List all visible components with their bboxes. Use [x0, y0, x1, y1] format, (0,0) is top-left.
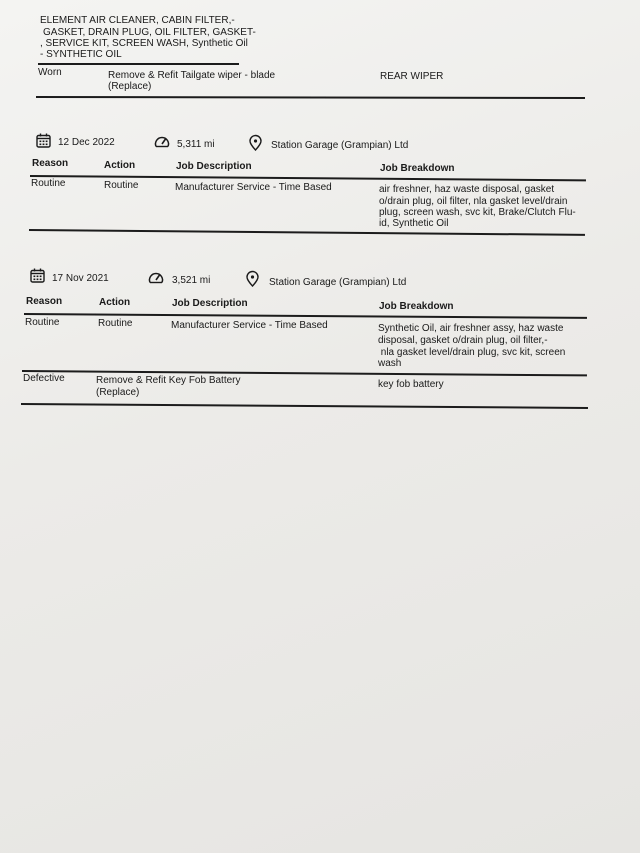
cell-breakdown-line-4: wash: [378, 358, 402, 369]
parts-line-4: - SYNTHETIC OIL: [40, 49, 122, 60]
header-job-breakdown: Job Breakdown: [380, 163, 455, 174]
garage-name: Station Garage (Grampian) Ltd: [271, 140, 409, 151]
cell-breakdown-line-4: id, Synthetic Oil: [379, 218, 449, 229]
record-end-rule: [21, 403, 588, 409]
speedometer-icon: [148, 271, 164, 284]
row-reason: Worn: [38, 67, 62, 78]
cell-action: Routine: [98, 318, 133, 329]
parts-line-2: GASKET, DRAIN PLUG, OIL FILTER, GASKET-: [43, 27, 256, 38]
cell-reason: Defective: [23, 373, 65, 384]
cell-action-line-2: (Replace): [96, 387, 140, 398]
cell-action-line-1: Remove & Refit Key Fob Battery: [96, 375, 241, 386]
cell-breakdown-line-3: plug, screen wash, svc kit, Brake/Clutch Flu-: [379, 207, 576, 218]
location-pin-icon: [249, 135, 262, 151]
service-date: 12 Dec 2022: [58, 137, 115, 148]
cell-breakdown-line-1: Synthetic Oil, air freshner assy, haz waste: [378, 323, 564, 334]
cell-breakdown-line-1: air freshner, haz waste disposal, gasket: [379, 184, 555, 195]
header-job-breakdown: Job Breakdown: [379, 301, 454, 312]
parts-line-3: , SERVICE KIT, SCREEN WASH, Synthetic Oil: [40, 38, 248, 49]
record-end-rule: [29, 229, 585, 235]
cell-breakdown: key fob battery: [378, 379, 444, 390]
cell-breakdown-line-3: nla gasket level/drain plug, svc kit, screen: [378, 347, 566, 358]
divider-parts: [38, 63, 239, 65]
service-date: 17 Nov 2021: [52, 273, 109, 284]
cell-action: Routine: [104, 180, 139, 191]
location-pin-icon: [246, 271, 259, 287]
parts-line-1: ELEMENT AIR CLEANER, CABIN FILTER,-: [40, 15, 235, 26]
mileage: 3,521 mi: [172, 275, 211, 286]
header-job-description: Job Description: [176, 161, 252, 172]
calendar-icon: [36, 133, 51, 148]
cell-description: Manufacturer Service - Time Based: [175, 182, 332, 193]
divider-top-row: [36, 96, 585, 99]
row-breakdown: REAR WIPER: [380, 71, 444, 82]
speedometer-icon: [154, 135, 170, 148]
header-reason: Reason: [32, 158, 69, 169]
header-action: Action: [104, 160, 136, 171]
header-job-description: Job Description: [172, 298, 248, 309]
mileage: 5,311 mi: [177, 139, 215, 150]
row-action-line-1: Remove & Refit Tailgate wiper - blade: [108, 70, 276, 81]
cell-breakdown-line-2: o/drain plug, oil filter, nla gasket level/drain: [379, 196, 568, 207]
header-action: Action: [99, 297, 131, 308]
cell-reason: Routine: [31, 178, 66, 189]
calendar-icon: [30, 268, 45, 283]
cell-breakdown-line-2: disposal, gasket o/drain plug, oil filter,-: [378, 335, 548, 346]
row-action-line-2: (Replace): [108, 81, 152, 92]
header-reason: Reason: [26, 296, 63, 307]
cell-description: Manufacturer Service - Time Based: [171, 320, 328, 331]
garage-name: Station Garage (Grampian) Ltd: [269, 277, 407, 288]
cell-reason: Routine: [25, 317, 60, 328]
